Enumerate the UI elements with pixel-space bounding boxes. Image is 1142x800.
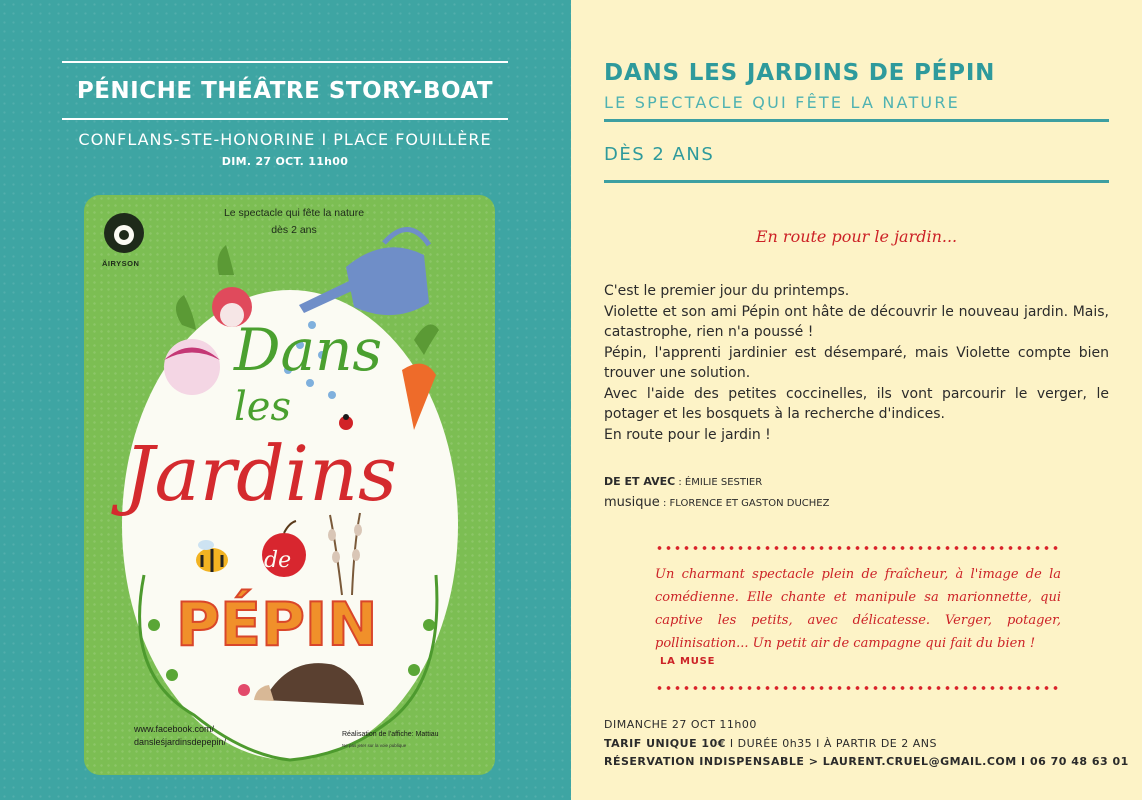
poster-facebook-line2: dansleśjardinsdepepin/ [134,737,227,747]
poster-tagline-line1: Le spectacle qui fête la nature [223,207,365,219]
venue-title: PÉNICHE THÉÂTRE STORY-BOAT [76,78,494,104]
info-reservation-text: RÉSERVATION INDISPENSABLE > LAURENT.CRUEL@GMAIL.COM I 06 70 48 63 01 [604,755,1129,768]
right-divider-2 [604,180,1109,183]
radish-icon [212,245,252,327]
press-quote-source: LA MUSE [660,656,716,667]
show-tagline: En route pour le jardin... [755,227,958,246]
divider-top [62,61,508,63]
venue-date: DIM. 27 OCT. 11h00 [221,155,349,168]
poster-tagline [184,205,404,239]
press-quote: Un charmant spectacle plein de fraîcheur, à l'image de la comédienne. Elle chante et manipule sa marionnette, qui captive les petits, avec délicatesse. Verger, potager, pollinisation... Un petit air de campagne qui fait du bien ! [655,567,1061,651]
poster-title-les: les [234,384,291,430]
description-line: Violette et son ami Pépin ont hâte de découvrir le nouveau jardin. Mais, catastrophe, rien n'a poussé ! [604,303,1109,340]
description-line: C'est le premier jour du printemps. [604,283,850,299]
show-description [604,281,1109,445]
poster-tagline-line2: dès 2 ans [271,224,317,236]
poster-facebook-line1: www.facebook.com/ [134,724,215,734]
dotted-divider-top [655,546,1061,550]
poster-title-de: de [264,548,292,573]
right-divider-1 [604,119,1109,122]
credit-value-author: : ÉMILIE SESTIER [675,477,763,488]
poster-title-dans: Dans [234,316,383,384]
poster-title-jardins: Jardins [124,429,398,518]
watering-can-icon [299,229,429,315]
dotted-divider-bottom [655,686,1061,690]
show-title: DANS LES JARDINS DE PÉPIN [604,60,996,86]
info-tarif-label: TARIF UNIQUE 10€ [604,737,726,750]
venue-place: CONFLANS-STE-HONORINE I PLACE FOUILLÈRE [78,130,492,149]
show-age: DÈS 2 ANS [604,144,715,165]
info-tarif [604,737,937,750]
poster-logo-text: ÄIRYSON [102,259,140,268]
show-poster [84,195,495,775]
poster-illustration [84,195,495,775]
show-credits [604,472,829,514]
info-date: DIMANCHE 27 OCT 11h00 [604,718,757,731]
credit-value-music: : FLORENCE ET GASTON DUCHEZ [659,498,830,509]
poster-credit-small: Ne pas jeter sur la voie publique [342,743,407,748]
right-panel [571,0,1142,800]
info-reservation [604,755,1129,768]
description-line: Pépin, l'apprenti jardinier est désemparé, mais Violette compte bien trouver une solution. [604,344,1109,381]
description-line: Avec l'aide des petites coccinelles, ils vont parcourir le verger, le potager et les bosquets à la recherche d'indices. [604,385,1109,422]
description-line: En route pour le jardin ! [604,426,771,443]
credit-label-music: musique [604,495,660,510]
poster-title-pepin: PÉPIN [176,590,378,660]
airyson-logo-icon [104,213,144,253]
poster-facebook [134,723,226,749]
show-subtitle: LE SPECTACLE QUI FÊTE LA NATURE [604,93,960,112]
poster-credit: Réalisation de l'affiche: Mattiau [342,731,439,738]
credit-label-author: DE ET AVEC [604,475,676,488]
divider-middle [62,118,508,120]
info-tarif-details: I DURÉE 0h35 I À PARTIR DE 2 ANS [725,737,937,750]
